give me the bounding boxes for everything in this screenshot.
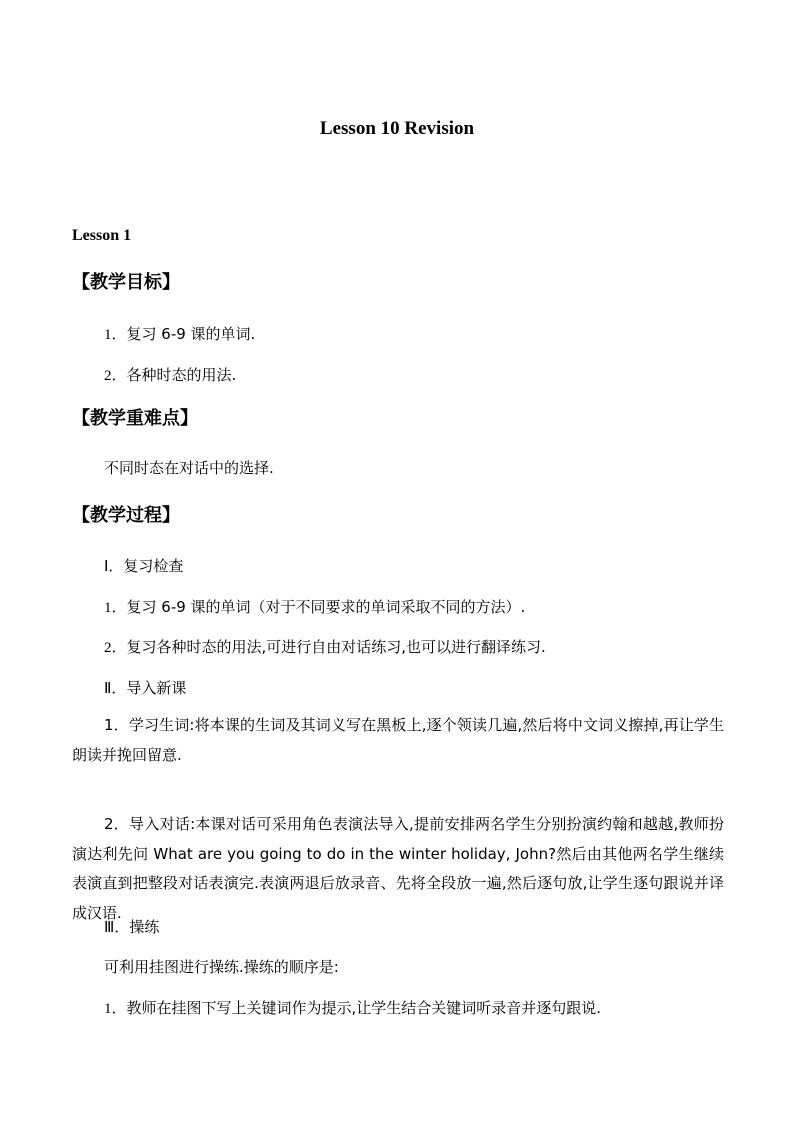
part1-label: Ⅰ．复习检查 <box>104 557 184 575</box>
key-points-text: 不同时态在对话中的选择. <box>104 459 274 477</box>
item-number: 1． <box>104 327 127 343</box>
item-number: 1． <box>104 600 127 616</box>
part3-label: Ⅲ．操练 <box>104 918 160 936</box>
objective-item <box>104 364 236 385</box>
part2-paragraph-1: 1．学习生词:将本课的生词及其词义写在黑板上,逐个领读几遍,然后将中文词义擦掉,再让学生朗读并挽回留意. <box>72 716 724 764</box>
part2-label: Ⅱ．导入新课 <box>104 679 187 697</box>
objective-item <box>104 323 255 344</box>
objectives-heading: 【教学目标】 <box>72 272 180 293</box>
lesson-label: Lesson 1 <box>72 227 132 244</box>
item-text: 教师在挂图下写上关键词作为提示,让学生结合关键词听录音并逐句跟说. <box>126 999 602 1017</box>
item-number: 1． <box>104 1001 127 1017</box>
part2-paragraph-2: 2．导入对话:本课对话可采用角色表演法导入,提前安排两名学生分别扮演约翰和越越,教师扮演达利先问 What are you going to do in the winter holiday, John?然后由其他两名学生继续表演直到把整段对话表演完.表演两退后放录音、先将全段放一遍,然后逐句放,让学生逐句跟说并译成汉语. <box>72 815 724 922</box>
item-text: 复习 6-9 课的单词（对于不同要求的单词采取不同的方法）. <box>126 598 526 616</box>
item-text: 复习 6-9 课的单词. <box>126 325 256 343</box>
process-heading: 【教学过程】 <box>72 505 180 526</box>
item-number: 2． <box>104 368 127 384</box>
item-number: 2． <box>104 640 127 656</box>
key-points-heading: 【教学重难点】 <box>72 408 198 429</box>
part3-intro: 可利用挂图进行操练.操练的顺序是: <box>104 958 339 976</box>
part1-item <box>104 596 525 617</box>
part3-item <box>104 997 601 1018</box>
document-title: Lesson 10 Revision <box>319 118 475 139</box>
item-text: 复习各种时态的用法,可进行自由对话练习,也可以进行翻译练习. <box>126 638 546 656</box>
part1-item <box>104 636 546 657</box>
item-text: 各种时态的用法. <box>126 366 237 384</box>
